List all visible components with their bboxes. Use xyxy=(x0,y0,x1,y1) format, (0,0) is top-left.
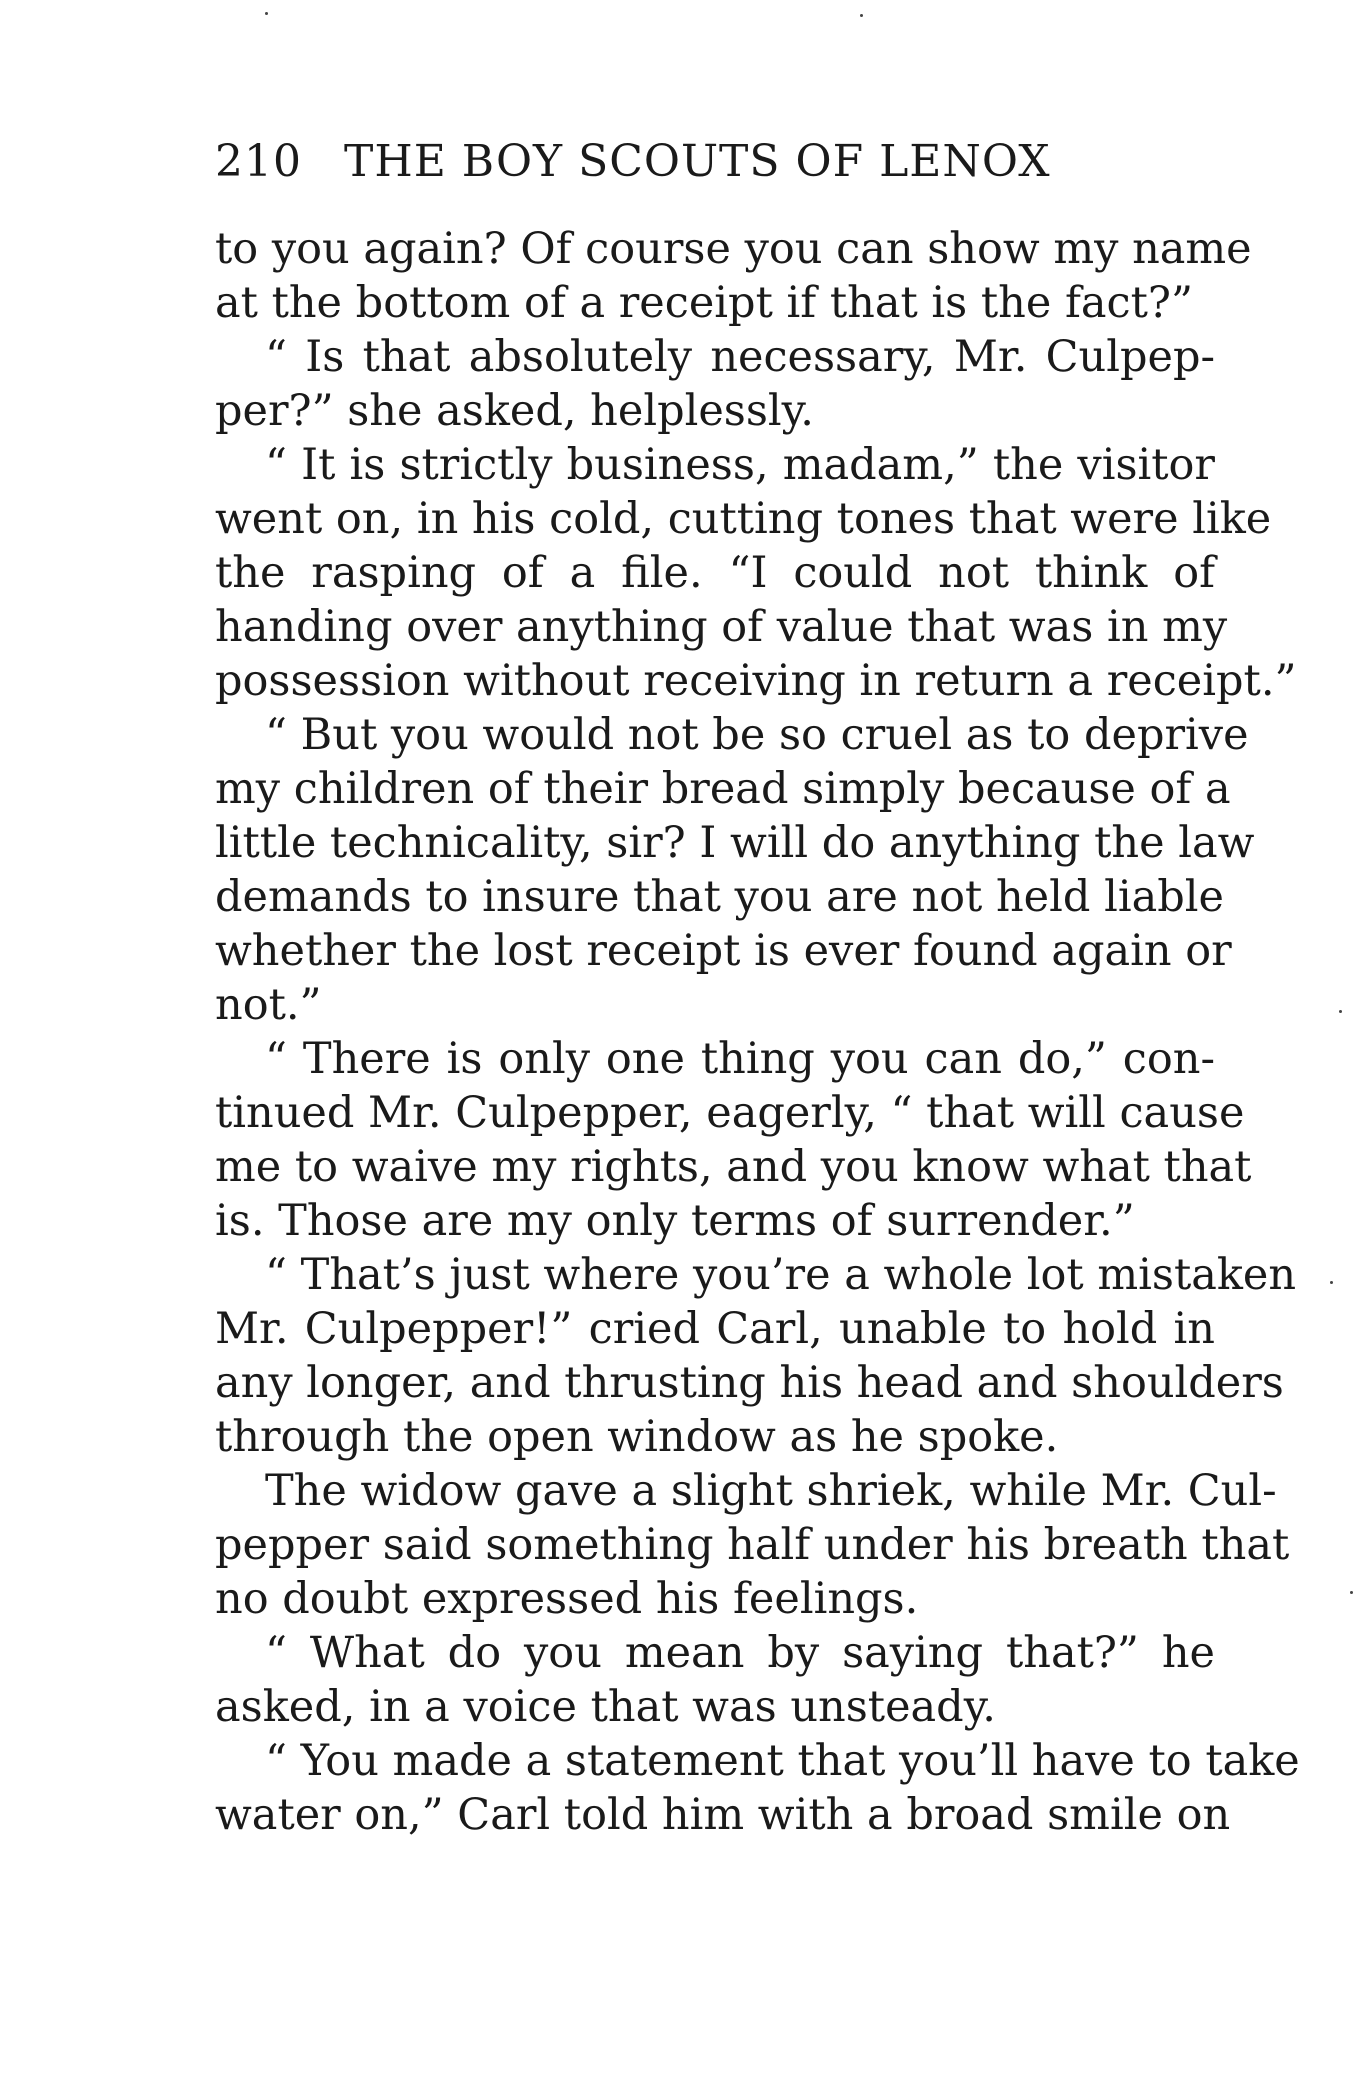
page-number: 210 xyxy=(215,136,302,187)
text-line: at the bottom of a receipt if that is the fact?” xyxy=(215,278,1193,328)
text-line: water on,” Carl told him with a broad smile on xyxy=(215,1790,1231,1840)
text-line: little technicality, sir? I will do anything the law xyxy=(215,818,1255,868)
text-line: my children of their bread simply because of a xyxy=(215,764,1231,814)
scan-speck xyxy=(1330,1281,1333,1284)
text-line: whether the lost receipt is ever found again or xyxy=(215,926,1232,976)
text-line: went on, in his cold, cutting tones that were like xyxy=(215,494,1272,544)
running-title: THE BOY SCOUTS OF LENOX xyxy=(343,136,1051,187)
text-line: “ But you would not be so cruel as to deprive xyxy=(265,710,1249,760)
text-line: “ There is only one thing you can do,” con- xyxy=(265,1034,1215,1084)
text-line: to you again? Of course you can show my name xyxy=(215,224,1252,274)
text-line: me to waive my rights, and you know what that xyxy=(215,1142,1252,1192)
scan-speck xyxy=(265,12,268,15)
body-text xyxy=(215,222,1300,1842)
text-line: “ It is strictly business, madam,” the visitor xyxy=(265,440,1215,490)
scan-speck xyxy=(1339,1010,1342,1013)
scan-speck xyxy=(860,14,863,17)
text-line: not.” xyxy=(215,980,322,1030)
text-line: demands to insure that you are not held liable xyxy=(215,872,1224,922)
text-line: tinued Mr. Culpepper, eagerly, “ that will cause xyxy=(215,1088,1245,1138)
text-line: “ Is that absolutely necessary, Mr. Culpep- xyxy=(265,332,1215,382)
text-line: possession without receiving in return a receipt.” xyxy=(215,656,1297,706)
text-line: the rasping of a file. “I could not think of xyxy=(215,548,1215,598)
text-line: pepper said something half under his breath that xyxy=(215,1520,1290,1570)
text-line: The widow gave a slight shriek, while Mr. Cul- xyxy=(265,1466,1277,1516)
text-line: no doubt expressed his feelings. xyxy=(215,1574,919,1624)
text-line: is. Those are my only terms of surrender.” xyxy=(215,1196,1135,1246)
text-line: “ What do you mean by saying that?” he xyxy=(265,1628,1215,1678)
text-line: “ You made a statement that you’ll have to take xyxy=(265,1736,1300,1786)
text-line: per?” she asked, helplessly. xyxy=(215,386,814,436)
running-header xyxy=(215,132,1115,192)
text-line: handing over anything of value that was in my xyxy=(215,602,1228,652)
text-line: any longer, and thrusting his head and shoulders xyxy=(215,1358,1284,1408)
text-line: through the open window as he spoke. xyxy=(215,1412,1059,1462)
text-line: “ That’s just where you’re a whole lot mistaken xyxy=(265,1250,1297,1300)
text-line: Mr. Culpepper!” cried Carl, unable to hold in xyxy=(215,1304,1215,1354)
text-line: asked, in a voice that was unsteady. xyxy=(215,1682,996,1732)
scan-speck xyxy=(1350,1591,1353,1594)
